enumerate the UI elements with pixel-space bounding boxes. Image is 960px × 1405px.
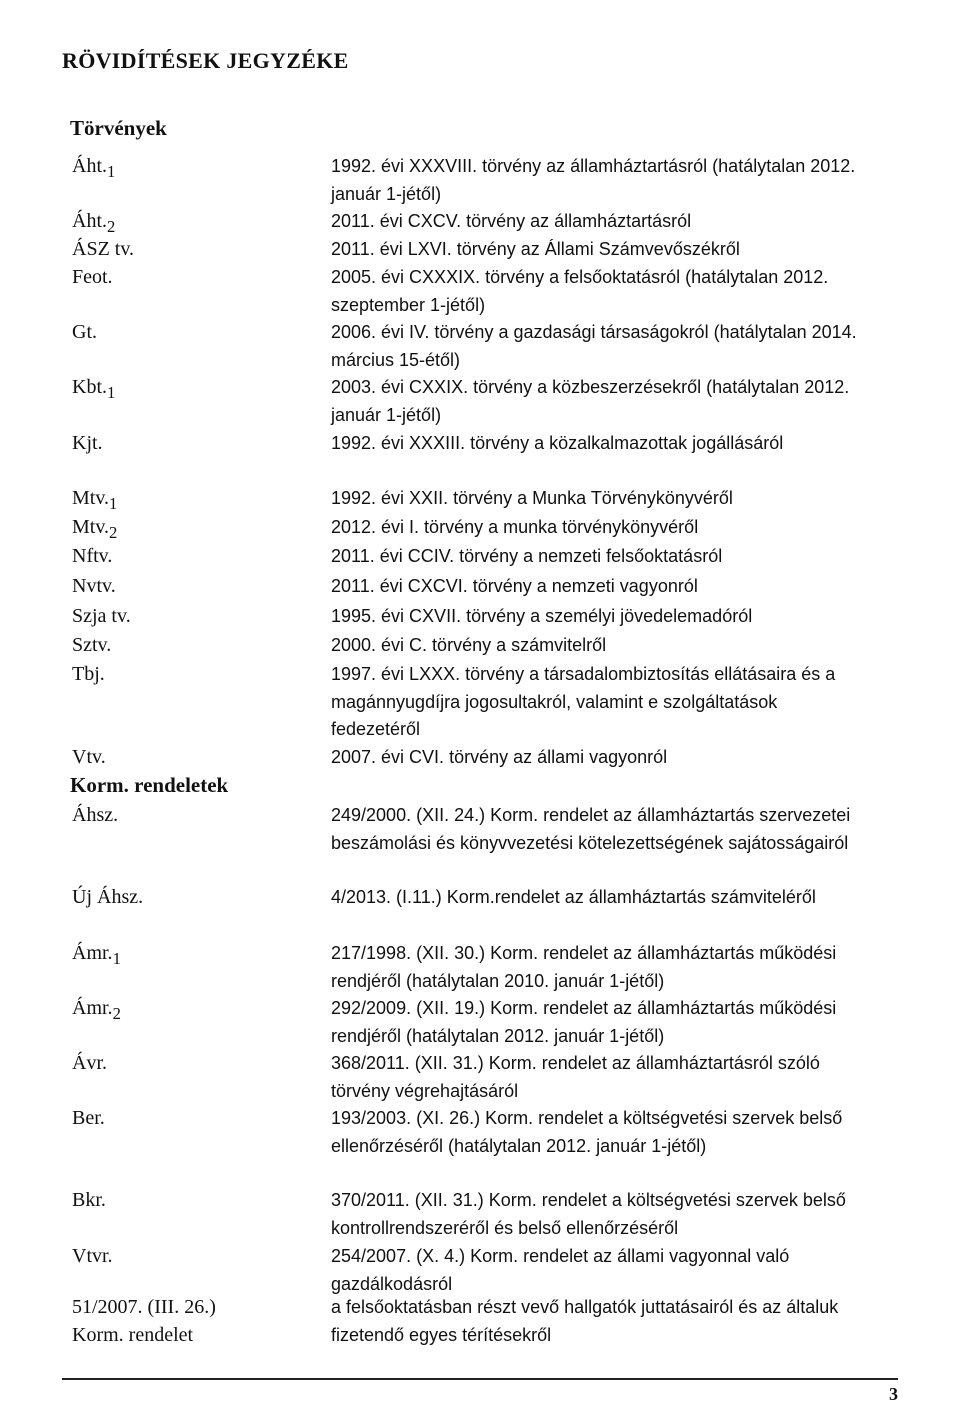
definition-sztv: 2000. évi C. törvény a számvitelről bbox=[331, 635, 607, 655]
definition-amr-1: 217/1998. (XII. 30.) Korm. rendelet az államháztartás működési rendjéről (hatálytalan 2010. január 1-jétől) bbox=[331, 943, 837, 991]
definition-vtv: 2007. évi CVI. törvény az állami vagyonról bbox=[331, 747, 668, 767]
definition-51-2007: a felsőoktatásban részt vevő hallgatók juttatásairól és az általuk fizetendő egyes térítésekről bbox=[331, 1297, 839, 1345]
definition-vtvr: 254/2007. (X. 4.) Korm. rendelet az állami vagyonnal való gazdálkodásról bbox=[331, 1246, 790, 1294]
abbr-bkr: Bkr. bbox=[72, 1189, 106, 1211]
definition-ber: 193/2003. (XI. 26.) Korm. rendelet a költségvetési szervek belső ellenőrzéséről (hatálytalan 2012. január 1-jétől) bbox=[331, 1108, 843, 1156]
definition-mtv-1: 1992. évi XXII. törvény a Munka Törvénykönyvéről bbox=[331, 488, 733, 508]
abbr-nvtv: Nvtv. bbox=[72, 575, 116, 597]
definition-amr-2: 292/2009. (XII. 19.) Korm. rendelet az államháztartás működési rendjéről (hatálytalan 2012. január 1-jétől) bbox=[331, 998, 837, 1046]
definition-avr: 368/2011. (XII. 31.) Korm. rendelet az államháztartásról szóló törvény végrehajtásáról bbox=[331, 1053, 820, 1101]
definition-kbt-1: 2003. évi CXXIX. törvény a közbeszerzésekről (hatálytalan 2012. január 1-jétől) bbox=[331, 377, 850, 425]
abbr-aht-1: $Áht._1$ bbox=[72, 155, 116, 181]
definition-gt: 2006. évi IV. törvény a gazdasági társaságokról (hatálytalan 2014. március 15-étől) bbox=[331, 322, 857, 370]
abbr-sztv: Sztv. bbox=[72, 634, 112, 656]
abbr-avr: Ávr. bbox=[72, 1052, 107, 1074]
definition-nftv: 2011. évi CCIV. törvény a nemzeti felsőoktatásról bbox=[331, 546, 723, 566]
abbr-feot: Feot. bbox=[72, 266, 113, 288]
abbr-gt: Gt. bbox=[72, 321, 97, 343]
abbr-vtv: Vtv. bbox=[72, 746, 106, 768]
page-number: 3 bbox=[889, 1384, 898, 1404]
abbr-tbj: Tbj. bbox=[72, 663, 105, 685]
definition-aht-1: 1992. évi XXXVIII. törvény az államháztartásról (hatálytalan 2012. január 1-jétől) bbox=[331, 156, 856, 204]
abbr-amr-2: $Ámr._2$ bbox=[72, 997, 121, 1023]
abbr-51-2007: 51/2007. (III. 26.) Korm. rendelet bbox=[72, 1296, 216, 1346]
abbr-asz-tv: ÁSZ tv. bbox=[72, 238, 135, 260]
definition-aht-2: 2011. évi CXCV. törvény az államháztartásról bbox=[331, 211, 692, 231]
abbr-mtv-2: $Mtv._2$ bbox=[72, 516, 118, 542]
abbr-kbt-1: $Kbt._1$ bbox=[72, 376, 116, 402]
section-heading-decrees: Korm. rendeletek bbox=[70, 773, 229, 797]
definition-feot: 2005. évi CXXXIX. törvény a felsőoktatásról (hatálytalan 2012. szeptember 1-jétől) bbox=[331, 267, 829, 315]
definition-uj-ahsz: 4/2013. (I.11.) Korm.rendelet az államháztartás számviteléről bbox=[331, 887, 816, 907]
definition-asz-tv: 2011. évi LXVI. törvény az Állami Számvevőszékről bbox=[331, 239, 740, 259]
abbr-ahsz: Áhsz. bbox=[72, 804, 119, 826]
definition-tbj: 1997. évi LXXX. törvény a társadalombiztosítás ellátásaira és a magánnyugdíjra jogosultakról, valamint e szolgáltatások fedezetéről bbox=[331, 664, 836, 739]
abbr-kjt: Kjt. bbox=[72, 432, 103, 454]
abbr-uj-ahsz: Új Áhsz. bbox=[72, 886, 144, 908]
definition-bkr: 370/2011. (XII. 31.) Korm. rendelet a költségvetési szervek belső kontrollrendszeréről és belső ellenőrzéséről bbox=[331, 1190, 846, 1238]
footer-rule bbox=[62, 1378, 898, 1380]
abbr-vtvr: Vtvr. bbox=[72, 1245, 113, 1267]
section-heading-laws: Törvények bbox=[70, 116, 167, 140]
definition-nvtv: 2011. évi CXCVI. törvény a nemzeti vagyonról bbox=[331, 576, 698, 596]
page-title: RÖVIDÍTÉSEK JEGYZÉKE bbox=[62, 48, 349, 73]
abbr-szja-tv: Szja tv. bbox=[72, 605, 131, 627]
abbr-ber: Ber. bbox=[72, 1107, 105, 1129]
definition-kjt: 1992. évi XXXIII. törvény a közalkalmazottak jogállásáról bbox=[331, 433, 784, 453]
definition-mtv-2: 2012. évi I. törvény a munka törvénykönyvéről bbox=[331, 517, 699, 537]
definition-ahsz: 249/2000. (XII. 24.) Korm. rendelet az államháztartás szervezetei beszámolási és könyvvezetési kötelezettségének sajátosságairól bbox=[331, 805, 851, 853]
definition-szja-tv: 1995. évi CXVII. törvény a személyi jövedelemadóról bbox=[331, 606, 753, 626]
abbr-amr-1: $Ámr._1$ bbox=[72, 942, 121, 968]
abbr-aht-2: $Áht._2$ bbox=[72, 210, 116, 236]
abbr-mtv-1: $Mtv._1$ bbox=[72, 487, 118, 513]
abbr-nftv: Nftv. bbox=[72, 545, 113, 567]
